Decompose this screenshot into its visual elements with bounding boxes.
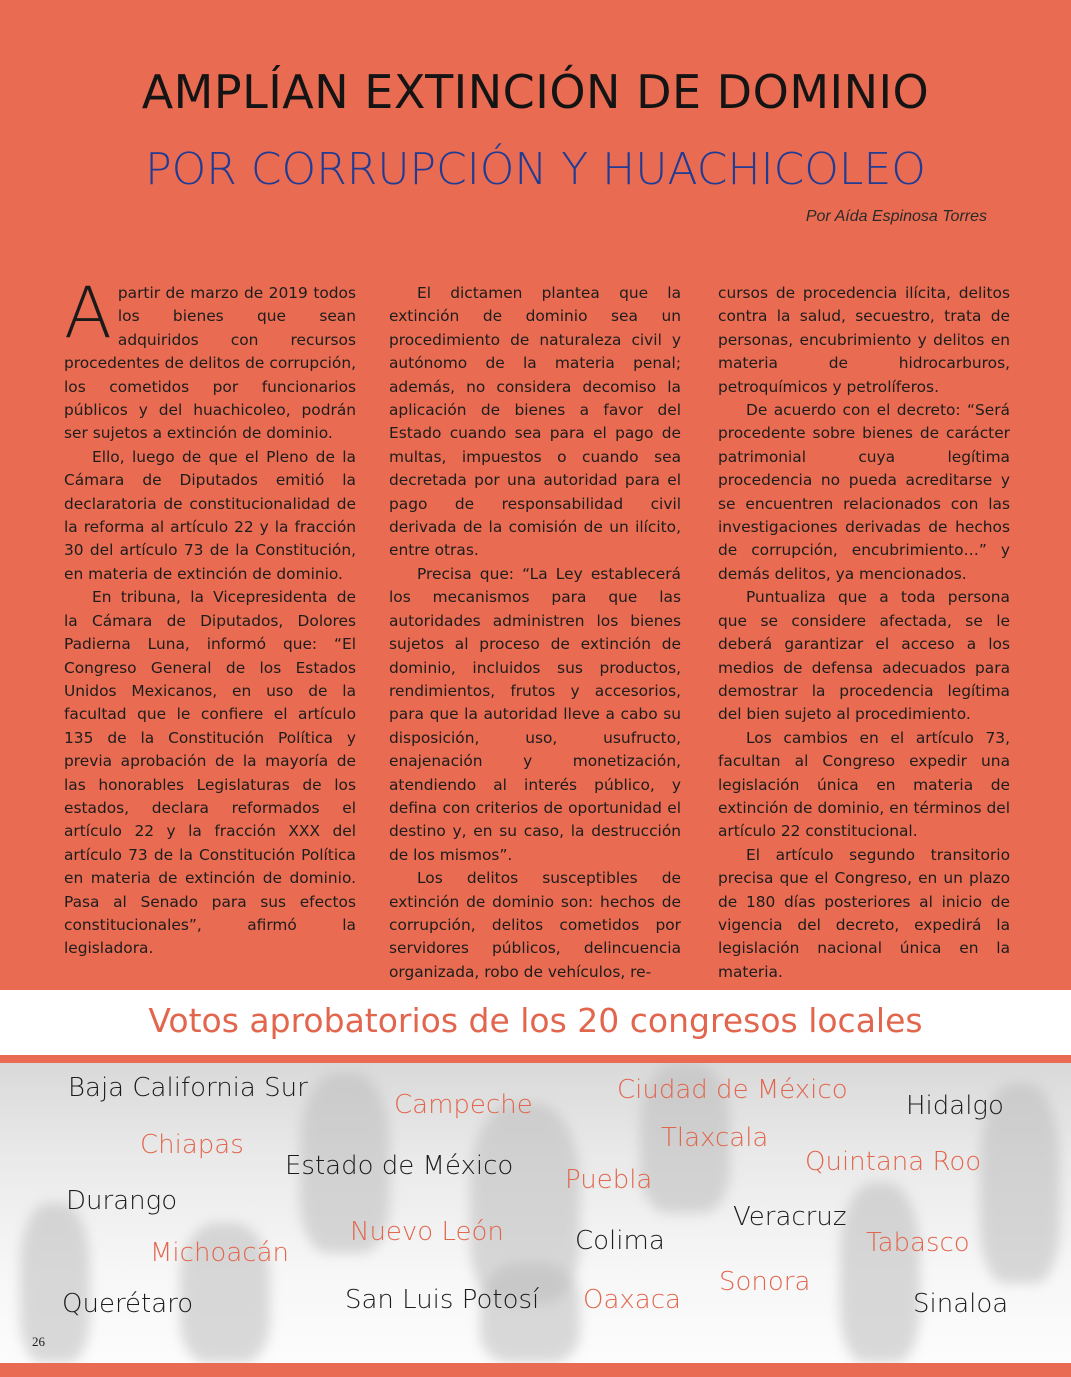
headline-line-2: POR CORRUPCIÓN Y HUACHICOLEO <box>145 144 926 195</box>
state-label: Ciudad de México <box>617 1075 848 1105</box>
state-label: Michoacán <box>150 1238 289 1268</box>
paragraph: El artículo segundo transitorio precisa que el Congreso, en un plazo de 180 días posteriores al inicio de vigencia del decreto, expedirá la legislación nacional única en la materia. <box>718 845 1010 981</box>
paragraph: Precisa que: “La Ley establecerá los mecanismos para que las autoridades administren los bienes sujetos al proceso de extinción de dominio, incluidos sus productos, rendimientos, frutos y accesorios, para que la autoridad lleve a cabo su disposición, uso, usufructo, enajenación y monetización, atendiendo al interés público, y defina con criterios de oportunidad el destino y, en su caso, la destrucción de los mismos”. <box>389 564 681 864</box>
paragraph: Ello, luego de que el Pleno de la Cámara de Diputados emitió la declaratoria de constitucionalidad de la reforma al artículo 22 y la fracción 30 del artículo 73 de la Constitución, en materia de extinción de dominio. <box>64 447 356 583</box>
paragraph: Los delitos susceptibles de extinción de dominio son: hechos de corrupción, delitos cometidos por servidores públicos, delincuencia organizada, robo de vehículos, re- <box>389 869 681 981</box>
divider-stripe <box>0 1055 1071 1063</box>
paragraph: De acuerdo con el decreto: “Será procedente sobre bienes de carácter patrimonial cuya legítima procedencia no pueda acreditarse y se encuentren relacionados con las investigaciones derivadas de hechos de corrupción, encubrimiento…” y demás delitos, ya mencionados. <box>718 401 1010 583</box>
state-label: Quintana Roo <box>805 1147 982 1177</box>
hand-silhouette <box>840 1183 920 1363</box>
state-label: San Luis Potosí <box>345 1285 540 1315</box>
state-label: Chiapas <box>140 1130 244 1160</box>
state-label: Sonora <box>719 1267 811 1297</box>
page-number: 26 <box>32 1334 45 1349</box>
article-column-3 <box>718 282 1010 984</box>
paragraph: Apartir de marzo de 2019 todos los bienes que sean adquiridos con recursos procedentes de delitos de corrupción, los cometidos por funcionarios públicos y del huachicoleo, podrán ser sujetos a extinción de dominio. <box>64 272 356 443</box>
footer-stripe <box>0 1363 1071 1377</box>
state-label: Nuevo León <box>350 1217 504 1247</box>
drop-cap: A <box>64 272 112 354</box>
state-label: Sinaloa <box>913 1289 1009 1319</box>
paragraph: Puntualiza que a toda persona que se considere afectada, se le deberá garantizar el acceso a los medios de defensa adecuados para demostrar la procedencia legítima del bien sujeto al procedimiento. <box>718 588 1010 724</box>
article-column-2 <box>389 282 681 984</box>
paragraph: cursos de procedencia ilícita, delitos contra la salud, secuestro, trata de personas, encubrimiento y delitos en materia de hidrocarburos, petroquímicos y petrolíferos. <box>718 284 1010 396</box>
paragraph: El dictamen plantea que la extinción de dominio sea un procedimiento de naturaleza civil y autónomo de la materia penal; además, no considera decomiso la aplicación de bienes a favor del Estado cuando sea para el pago de multas, impuestos o cuando sea decretada por una autoridad para el pago de responsabilidad civil derivada de la comisión de un ilícito, entre otras. <box>389 284 681 560</box>
paragraph: Los cambios en el artículo 73, facultan al Congreso expedir una legislación única en materia de extinción de dominio, en términos del artículo 22 constitucional. <box>718 728 1010 841</box>
state-label: Puebla <box>565 1165 653 1195</box>
state-label: Colima <box>575 1226 665 1256</box>
state-label: Veracruz <box>733 1202 847 1232</box>
state-label: Oaxaca <box>583 1285 681 1315</box>
byline: Por Aída Espinosa Torres <box>805 208 987 225</box>
paragraph: En tribuna, la Vicepresidenta de la Cámara de Diputados, Dolores Padierna Luna, informó que: “El Congreso General de los Estados Unidos Mexicanos, en uso de la facultad que le confiere el artículo 135 de la Constitución Política y previa aprobación de la mayoría de las honorables Legislaturas de los estados, declara reformados el artículo 22 y la fracción XXX del artículo 73 de la Constitución Política en materia de extinción de dominio. Pasa al Senado para sus efectos constitucionales”, afirmó la legisladora. <box>64 588 356 958</box>
state-label: Baja California Sur <box>68 1073 308 1103</box>
state-label: Tabasco <box>866 1228 970 1258</box>
state-label: Durango <box>66 1186 178 1216</box>
state-label: Querétaro <box>62 1289 194 1319</box>
article-column-1 <box>64 272 356 961</box>
headline-line-1: AMPLÍAN EXTINCIÓN DE DOMINIO <box>141 65 930 119</box>
state-label: Estado de México <box>285 1151 514 1181</box>
state-label: Tlaxcala <box>661 1123 769 1153</box>
votes-heading: Votos aprobatorios de los 20 congresos locales <box>148 1001 923 1040</box>
state-label: Hidalgo <box>906 1091 1004 1121</box>
hand-silhouette <box>20 1203 90 1363</box>
state-label: Campeche <box>394 1090 533 1120</box>
